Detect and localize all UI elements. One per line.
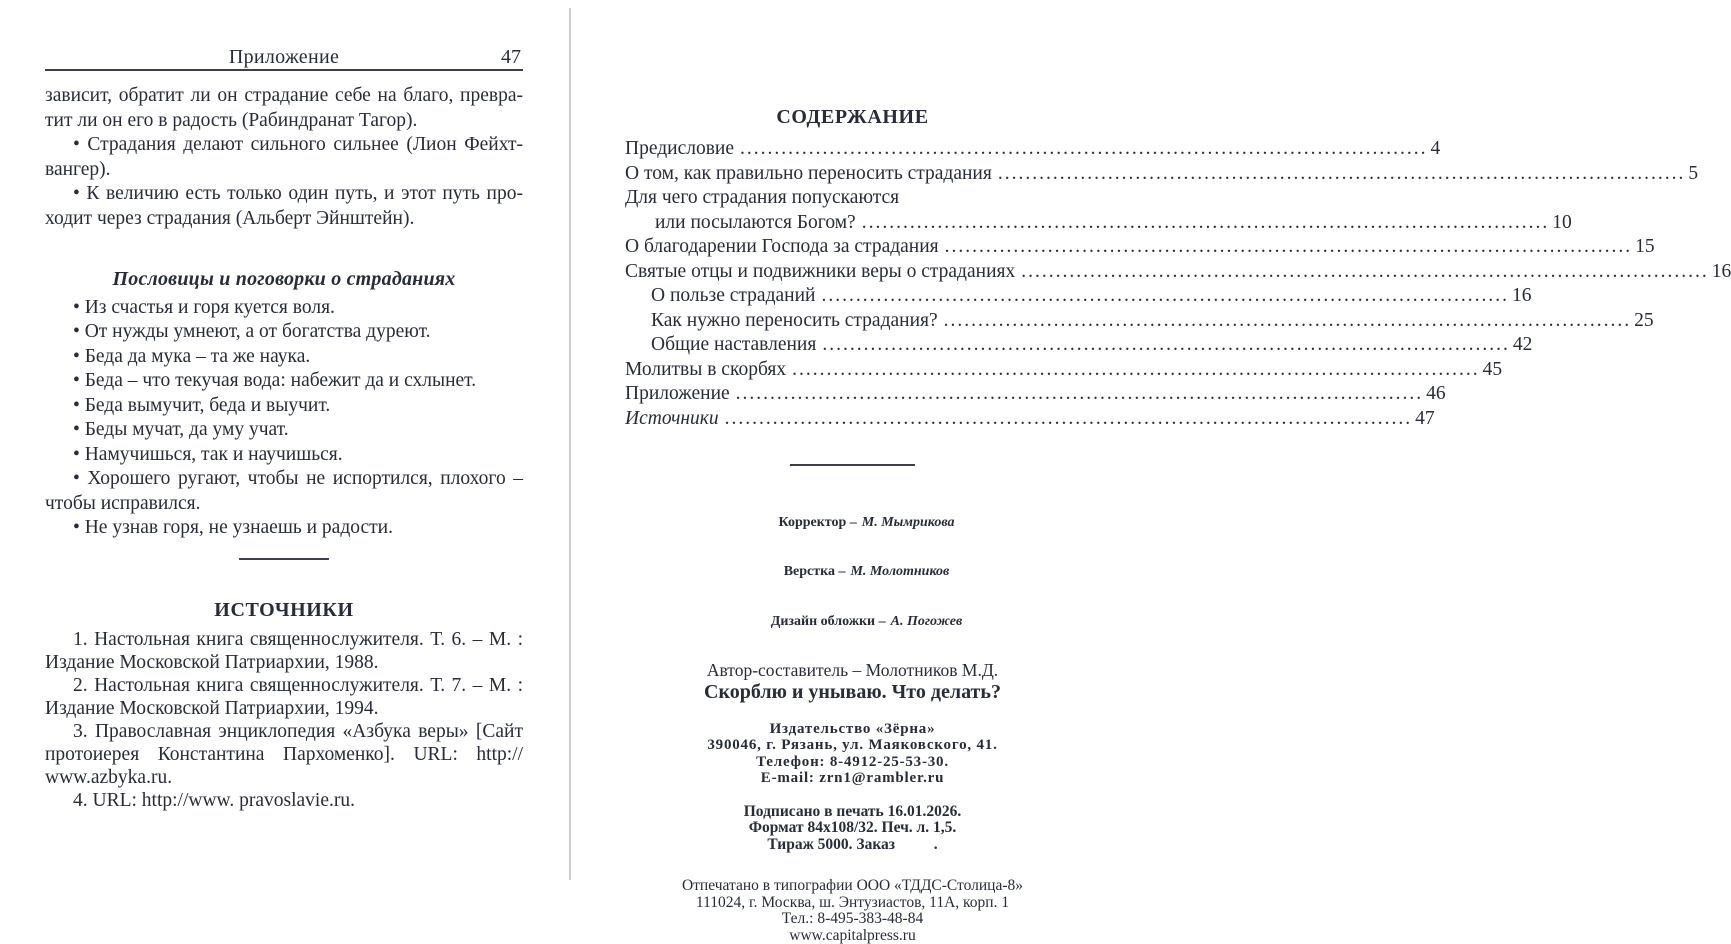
proverb-item: • От нужды умнеют, а от богатства дуреют. <box>45 320 523 345</box>
print-run-line: Тираж 5000. Заказ . <box>625 837 1080 854</box>
book-title: Скорблю и унываю. Что делать? <box>625 680 1080 704</box>
source-line: 4. URL: http://www. pravoslavie.ru. <box>45 789 523 812</box>
toc-entry <box>625 284 1080 309</box>
credits-block <box>625 498 1080 647</box>
left-page <box>45 46 523 812</box>
source-line: 2. Настольная книга священнослужителя. Т. 7. – М. : <box>45 674 523 697</box>
publisher-phone: Телефон: 8-4912-25-53-30. <box>625 754 1080 771</box>
right-page <box>625 0 1080 944</box>
proverb-item: • Беда – что текучая вода: набежит да и схлынет. <box>45 369 523 394</box>
dot-leader <box>862 211 1550 236</box>
dot-leader <box>792 358 1480 383</box>
source-line: 1. Настольная книга священнослужителя. Т. 6. – М. : <box>45 628 523 651</box>
credit-name: М. Молотников <box>850 564 949 579</box>
toc-entry <box>625 260 1080 285</box>
page-gutter-divider <box>569 8 571 880</box>
credit-line <box>625 548 1080 598</box>
toc-entry-label: Источники <box>625 407 719 432</box>
quote-line: тит ли он его в радость (Рабиндранат Тагор). <box>45 109 523 134</box>
quote-line: • Страдания делают сильного сильнее (Лион Фейхт- <box>45 133 523 158</box>
proverbs-list <box>45 296 523 541</box>
publisher-line: Издательство «Зёрна» <box>625 721 1080 738</box>
credit-name: М. Мымрикова <box>862 515 955 530</box>
proverbs-heading: Пословицы и поговорки о страданиях <box>45 267 523 292</box>
quote-line: • К величию есть только один путь, и этот путь про- <box>45 182 523 207</box>
running-header <box>45 46 523 71</box>
toc-entry-page: 16 <box>1712 260 1731 285</box>
toc-entry <box>625 358 1080 383</box>
toc-entry-page: 5 <box>1688 162 1698 187</box>
credit-name: А. Погожев <box>891 614 963 629</box>
source-line: Издание Московской Патриархии, 1994. <box>45 697 523 720</box>
proverb-item: • Не узнав горя, не узнаешь и радости. <box>45 516 523 541</box>
author-line: Автор-составитель – Молотников М.Д. <box>625 660 1080 680</box>
toc-entry-label: О том, как правильно переносить страдания <box>625 162 992 187</box>
printer-website: www.capitalpress.ru <box>625 928 1080 944</box>
toc-entry-page: 42 <box>1513 333 1533 358</box>
dot-leader <box>944 309 1632 334</box>
toc-entry <box>625 137 1080 162</box>
dot-leader <box>821 284 1509 309</box>
toc-entry-page: 10 <box>1552 211 1572 236</box>
toc-entry-label: Как нужно переносить страдания? <box>651 309 938 334</box>
proverb-item: • Беды мучат, да уму учат. <box>45 418 523 443</box>
source-line: Издание Московской Патриархии, 1988. <box>45 651 523 674</box>
proverb-item: • Хорошего ругают, чтобы не испортился, плохого – <box>45 467 523 492</box>
toc-entry-label: О пользе страданий <box>651 284 815 309</box>
toc-entry-page: 16 <box>1512 284 1532 309</box>
sources-list <box>45 628 523 812</box>
dot-leader <box>1021 260 1709 285</box>
toc-entry <box>625 382 1080 407</box>
toc-entry-label: Святые отцы и подвижники веры о страданиях <box>625 260 1015 285</box>
publisher-address: 390046, г. Рязань, ул. Маяковского, 41. <box>625 737 1080 754</box>
toc-entry <box>625 407 1080 432</box>
toc-entry <box>625 309 1080 334</box>
toc-entry-page: 45 <box>1483 358 1503 383</box>
dot-leader <box>740 137 1428 162</box>
toc-entry <box>625 235 1080 260</box>
publisher-email: E-mail: zrn1@rambler.ru <box>625 770 1080 787</box>
dot-leader <box>945 235 1633 260</box>
print-info-block <box>625 804 1080 854</box>
printer-address-line: 111024, г. Москва, ш. Энтузиастов, 11А, корп. 1 <box>625 895 1080 912</box>
source-line: протоиерея Константина Пархоменко]. URL: http:// <box>45 743 523 766</box>
toc-entry-page: 4 <box>1431 137 1441 162</box>
dot-leader <box>822 333 1510 358</box>
toc-entry-page: 15 <box>1635 235 1655 260</box>
toc-entry <box>625 211 1080 236</box>
toc-entry-page: 47 <box>1415 407 1435 432</box>
printer-name-line: Отпечатано в типографии ООО «ТДДС-Столица-8» <box>625 878 1080 895</box>
toc-entry <box>625 333 1080 358</box>
proverb-item: • Из счастья и горя куется воля. <box>45 296 523 321</box>
toc-entry-label: Приложение <box>625 382 730 407</box>
credit-role: Верстка – <box>784 564 846 579</box>
print-date-line: Подписано в печать 16.01.2026. <box>625 804 1080 821</box>
toc-entry-label: Для чего страдания попускаются <box>625 186 899 211</box>
colophon-separator <box>790 464 915 466</box>
source-line: 3. Православная энциклопедия «Азбука веры» [Сайт <box>45 720 523 743</box>
toc-entry-label: или посылаются Богом? <box>655 211 856 236</box>
print-format-line: Формат 84x108/32. Печ. л. 1,5. <box>625 820 1080 837</box>
quote-line: вангер). <box>45 158 523 183</box>
dot-leader <box>998 162 1686 187</box>
credit-line <box>625 597 1080 647</box>
dot-leader <box>725 407 1413 432</box>
toc-heading: СОДЕРЖАНИЕ <box>625 105 1080 129</box>
toc-entry-page: 25 <box>1634 309 1654 334</box>
quote-line: зависит, обратит ли он страдание себе на благо, превра- <box>45 84 523 109</box>
toc-entry <box>625 162 1080 187</box>
toc-entry-label: Молитвы в скорбях <box>625 358 786 383</box>
toc-entry-label: Предисловие <box>625 137 734 162</box>
credit-role: Дизайн обложки – <box>771 614 886 629</box>
toc-entry <box>625 186 1080 211</box>
proverb-item: • Беда да мука – та же наука. <box>45 345 523 370</box>
toc-list <box>625 137 1080 431</box>
toc-entry-label: Общие наставления <box>651 333 816 358</box>
proverb-item: • Беда вымучит, беда и выучит. <box>45 394 523 419</box>
quotes-section <box>45 84 523 231</box>
sources-heading: ИСТОЧНИКИ <box>45 598 523 622</box>
credit-line <box>625 498 1080 548</box>
dot-leader <box>736 382 1424 407</box>
credit-role: Корректор – <box>778 515 856 530</box>
printer-block <box>625 878 1080 944</box>
printer-phone-line: Тел.: 8-495-383-48-84 <box>625 911 1080 928</box>
page-number: 47 <box>501 46 521 69</box>
toc-entry-label: О благодарении Господа за страдания <box>625 235 939 260</box>
publisher-block <box>625 721 1080 787</box>
colophon <box>625 498 1080 944</box>
section-separator <box>239 558 329 560</box>
quote-line: ходит через страдания (Альберт Эйнштейн). <box>45 207 523 232</box>
proverb-item: чтобы исправился. <box>45 492 523 517</box>
toc-entry-page: 46 <box>1426 382 1446 407</box>
proverb-item: • Намучишься, так и научишься. <box>45 443 523 468</box>
running-title: Приложение <box>229 46 339 69</box>
source-line: www.azbyka.ru. <box>45 766 523 789</box>
